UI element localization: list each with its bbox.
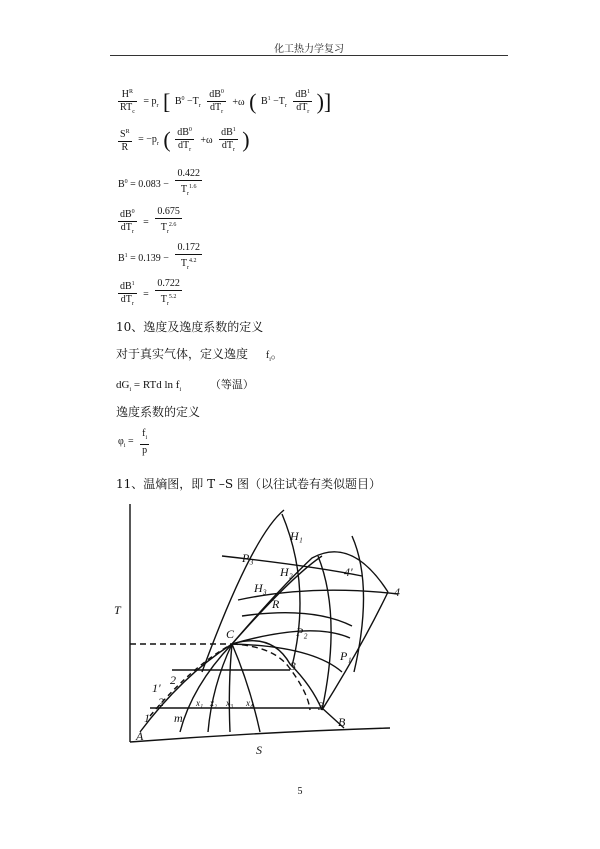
quality-x3: [229, 644, 232, 732]
label-h2: H₂: [280, 565, 293, 579]
label-1-prime: 1': [152, 681, 161, 695]
ts-diagram: [112, 496, 402, 758]
equation-sr: $\frac{S^R}{R}$ = $-p_r$ ( $\frac{dB^0}{dT_r}$ +ω $\frac{dB^1}{dT_r}$ ): [116, 124, 250, 156]
label-2: 2: [158, 695, 164, 709]
label-p1: P₁: [340, 649, 352, 663]
grid-line-3: [232, 631, 350, 644]
equation-db0: $\frac{dB^0}{dT_r}$ = $\frac{0.675}{T_r^{2.6}}$: [120, 206, 180, 235]
dashed-dome: [232, 644, 310, 710]
label-p3: P₃: [242, 551, 254, 565]
label-3-lower: 3: [318, 699, 324, 713]
fugacity-definition-line: 对于真实气体，定义逸度 $f_i$。: [116, 347, 283, 363]
label-m: m: [174, 711, 183, 725]
label-c: C: [226, 627, 235, 641]
label-h1: H₁: [290, 529, 303, 543]
label-a: A: [136, 729, 144, 743]
isobar-p3: [202, 510, 284, 672]
label-4: 4: [394, 585, 400, 599]
label-h3: H₃: [254, 581, 267, 595]
label-1: 1: [144, 711, 150, 725]
axis-s-label: S: [256, 743, 262, 757]
label-2-upper: 2: [170, 673, 176, 687]
equation-dg: $dG_i$ = RTd $\ln f_i$ （等温）: [116, 378, 254, 393]
label-p2: P₂: [296, 625, 308, 639]
label-x1: x₁: [196, 698, 204, 708]
label-4-prime: 4': [344, 565, 353, 579]
equation-b1: $B^1 = 0.139$ − $\frac{0.172}{T_r^{4.2}}$: [118, 242, 200, 271]
grid-line-2: [242, 613, 352, 626]
label-x3: x₃: [226, 698, 234, 708]
equation-b0: $B^0 = 0.083$ − $\frac{0.422}{T_r^{1.6}}$: [118, 168, 200, 197]
page-header: 化工热力学复习: [274, 44, 344, 55]
outer-curve: [322, 592, 388, 710]
equation-db1: $\frac{dB^1}{dT_r}$ = $\frac{0.722}{T_r^{5.2}}$: [120, 278, 180, 307]
label-3: 3: [290, 659, 296, 673]
quality-x1: [180, 644, 232, 732]
section-11-heading: 11、温熵图，即 T –S 图（以往试卷有类似题目）: [116, 477, 381, 491]
header-rule: [110, 55, 508, 56]
label-x2: x₂: [210, 698, 218, 708]
vertical-curve-1: [318, 556, 331, 710]
equation-phi: $\varphi_i$ = $\frac{f_i}{p}$: [118, 428, 148, 456]
label-r: R: [272, 597, 280, 611]
equation-hr: $\frac{H^R}{RT_c}$ = $p_r$ [ $B^0 -T_r$ $\frac{dB^0}{dT_r}$ +ω ( $B^1 -T_r$ $\frac{dB^1}{dT_r}$ )]: [116, 86, 331, 118]
section-10-heading: 10、逸度及逸度系数的定义: [116, 320, 264, 334]
fugacity-coefficient-heading: 逸度系数的定义: [116, 405, 201, 419]
label-x4: x₄: [246, 698, 254, 708]
axis-t-label: T: [114, 603, 121, 617]
page-number: 5: [297, 786, 303, 797]
label-b: B: [338, 715, 346, 729]
quality-x4: [232, 644, 260, 732]
